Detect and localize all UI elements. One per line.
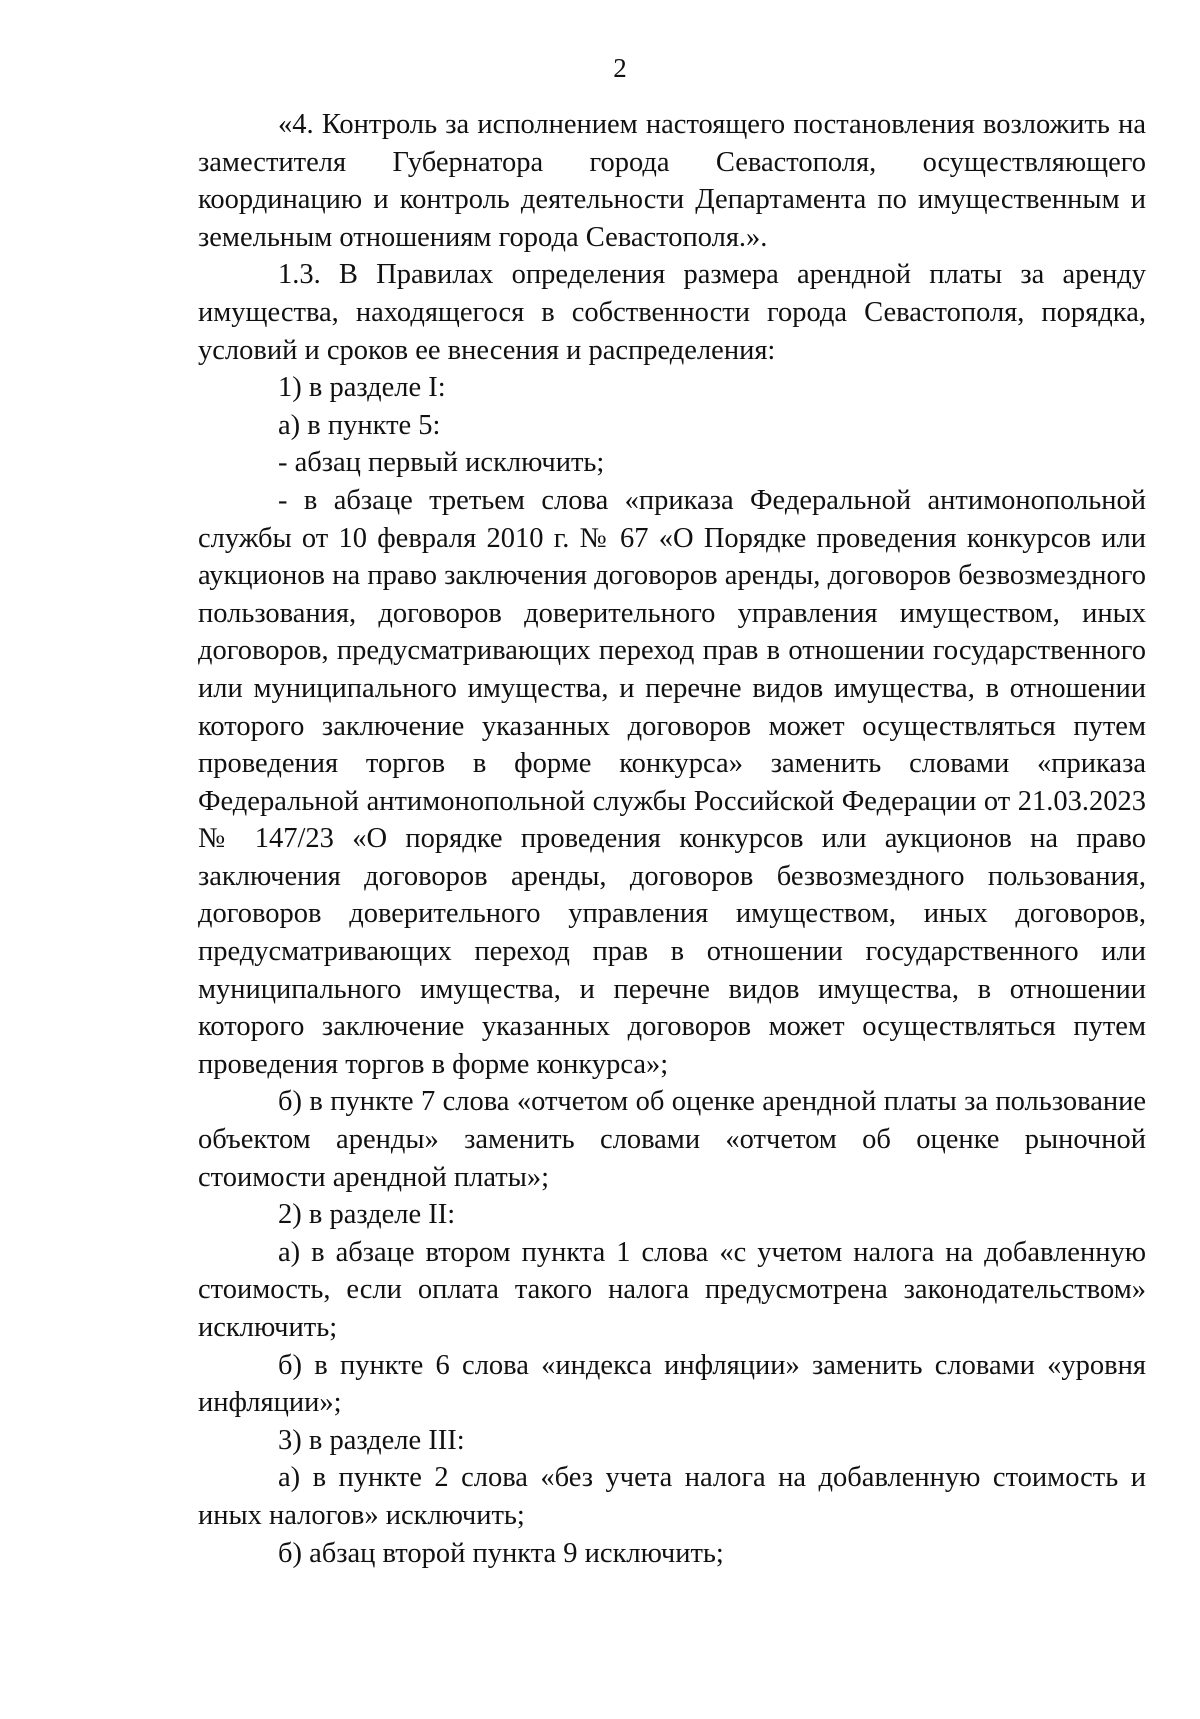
document-body xyxy=(198,106,1146,1572)
paragraph-point-1-vat: а) в абзаце втором пункта 1 слова «с учетом налога на добавленную стоимость, если оплата такого налога предусмотрена законодательством» исключить; xyxy=(198,1236,1146,1343)
paragraph-section-i: 1) в разделе I: xyxy=(278,372,446,404)
paragraph-section-iii: 3) в разделе III: xyxy=(278,1424,465,1456)
paragraph-item-4-control: «4. Контроль за исполнением настоящего постановления возложить на заместителя Губернатора города Севастополя, осуществляющего координацию и контроль деятельности Департамента по имущественным и земельным отношениям города Севастополя.». xyxy=(198,109,1146,253)
paragraph-point-6-inflation: б) в пункте 6 слова «индекса инфляции» заменить словами «уровня инфляции»; xyxy=(198,1349,1146,1419)
paragraph-point-2-taxes: а) в пункте 2 слова «без учета налога на добавленную стоимость и иных налогов» исключить; xyxy=(198,1462,1146,1531)
paragraph-first-abzac-excluded: - абзац первый исключить; xyxy=(278,447,605,479)
paragraph-section-ii: 2) в разделе II: xyxy=(278,1199,456,1231)
paragraph-1-3-rules: 1.3. В Правилах определения размера арендной платы за аренду имущества, находящегося в собственности города Севастополя, порядка, условий и сроков ее внесения и распределения: xyxy=(198,259,1146,366)
paragraph-third-abzac-replacement: - в абзаце третьем слова «приказа Федеральной антимонопольной службы от 10 февраля 2010 г. № 67 «О Порядке проведения конкурсов или аукционов на право заключения договоров аренды, договоров безвозмездного пользования, договоров доверительного управления имуществом, иных договоров, предусматривающих переход прав в отношении государственного или муниципального имущества, и перечне видов имущества, в отношении которого заключение указанных договоров может осуществляться путем проведения торгов в форме конкурса» заменить словами «приказа Федеральной антимонопольной службы Российской Федерации от 21.03.2023 № 147/23 «О порядке проведения конкурсов или аукционов на право заключения договоров аренды, договоров безвозмездного пользования, договоров доверительного управления имуществом, иных договоров, предусматривающих переход прав в отношении государственного или муниципального имущества, и перечне видов имущества, в отношении которого заключение указанных договоров может осуществляться путем проведения торгов в форме конкурса»; xyxy=(198,484,1146,1080)
paragraph-point-5: а) в пункте 5: xyxy=(278,409,441,441)
paragraph-point-7: б) в пункте 7 слова «отчетом об оценке арендной платы за пользование объектом аренды» заменить словами «отчетом об оценке рыночной стоимости арендной платы»; xyxy=(198,1086,1146,1193)
paragraph-point-9-excluded: б) абзац второй пункта 9 исключить; xyxy=(278,1537,724,1569)
page-number: 2 xyxy=(613,53,627,83)
